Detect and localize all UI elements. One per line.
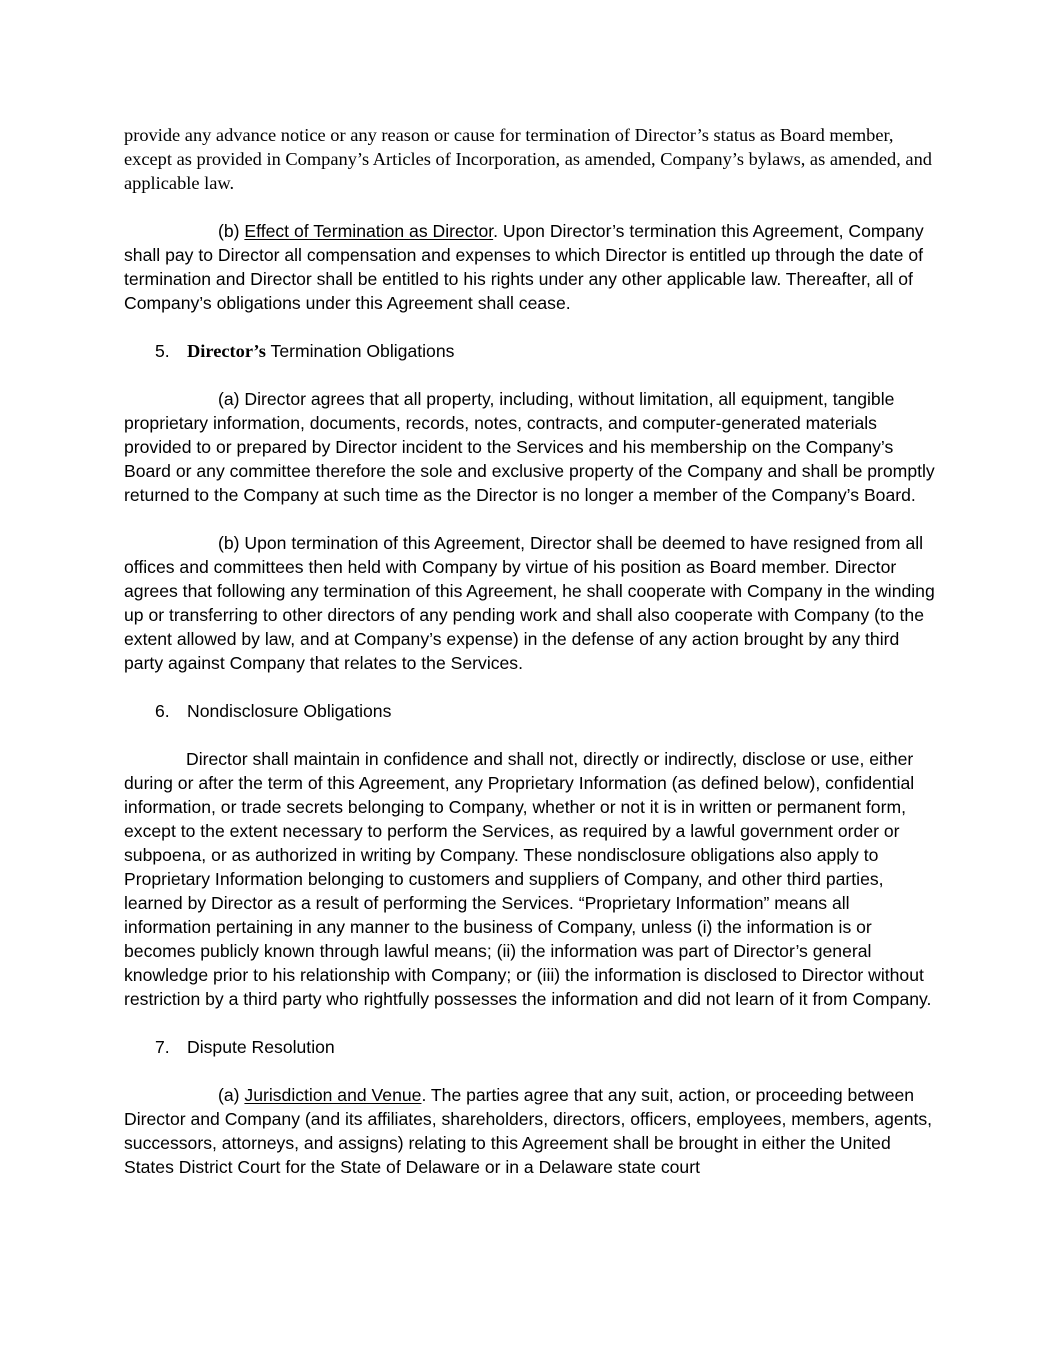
section-7-title: Dispute Resolution [187, 1037, 335, 1057]
paragraph-7a-title: Jurisdiction and Venue [244, 1085, 422, 1105]
section-6-title: Nondisclosure Obligations [187, 701, 392, 721]
section-5-title: Termination Obligations [270, 341, 455, 361]
paragraph-7a-label: (a) [218, 1085, 240, 1105]
paragraph-4b-text: . Upon Director’s termination this Agreement, Company shall pay to Director all compensation and expenses to which Director is entitled up through the date of termination and Director shall be entitled to his rights under any other applicable law. Thereafter, all of Company’s obligations under this Agreement shall cease. [124, 221, 924, 313]
paragraph-4b-label: (b) [218, 221, 240, 241]
section-7-heading [155, 1035, 937, 1059]
paragraph-5a: (a) Director agrees that all property, including, without limitation, all equipment, tangible proprietary information, documents, records, notes, contracts, and computer-generated materials provided to or prepared by Director incident to the Services and his membership on the Company’s Board or any committee therefore the sole and exclusive property of the Company and shall be promptly returned to the Company at such time as the Director is no longer a member of the Company’s Board. [124, 389, 935, 505]
paragraph-4b [124, 219, 937, 315]
paragraph-6: Director shall maintain in confidence and shall not, directly or indirectly, disclose or use, either during or after the term of this Agreement, any Proprietary Information (as defined below), confidential information, or trade secrets belonging to Company, whether or not it is in written or permanent form, except to the extent necessary to perform the Services, as required by a lawful government order or subpoena, or as authorized in writing by Company. These nondisclosure obligations also apply to Proprietary Information belonging to customers and suppliers of Company, and other third parties, learned by Director as a result of performing the Services. “Proprietary Information” means all information pertaining in any manner to the business of Company, unless (i) the information is or becomes publicly known through lawful means; (ii) the information was part of Director’s general knowledge prior to his relationship with Company; or (iii) the information is disclosed to Director without restriction by a third party who rightfully possesses the information and did not learn of it from Company. [124, 749, 932, 1009]
paragraph-7a [124, 1083, 937, 1179]
paragraph-4b-title: Effect of Termination as Director [244, 221, 494, 241]
section-5-heading [155, 339, 937, 363]
section-5-bold: Director’s [187, 341, 266, 361]
paragraph-5b: (b) Upon termination of this Agreement, Director shall be deemed to have resigned from all offices and committees then held with Company by virtue of his position as Board member. Director agrees that following any termination of this Agreement, he shall cooperate with Company in the winding up or transferring to other directors of any pending work and shall also cooperate with Company (to the extent allowed by law, and at Company’s expense) in the defense of any action brought by any third party against Company that relates to the Services. [124, 533, 935, 673]
section-7-number: 7. [155, 1037, 170, 1057]
paragraph-4a-continued: provide any advance notice or any reason or cause for termination of Director’s status as Board member, except as provided in Company’s Articles of Incorporation, as amended, Company’s bylaws, as amended, and applicable law. [124, 125, 932, 193]
paragraph-7a-text: . The parties agree that any suit, action, or proceeding between Director and Company (and its affiliates, shareholders, directors, officers, employees, members, agents, successors, attorneys, and assigns) relating to this Agreement shall be brought in either the United States District Court for the State of Delaware or in a Delaware state court [124, 1085, 933, 1177]
section-6-number: 6. [155, 701, 170, 721]
section-5-number: 5. [155, 341, 170, 361]
section-6-heading [155, 699, 937, 723]
